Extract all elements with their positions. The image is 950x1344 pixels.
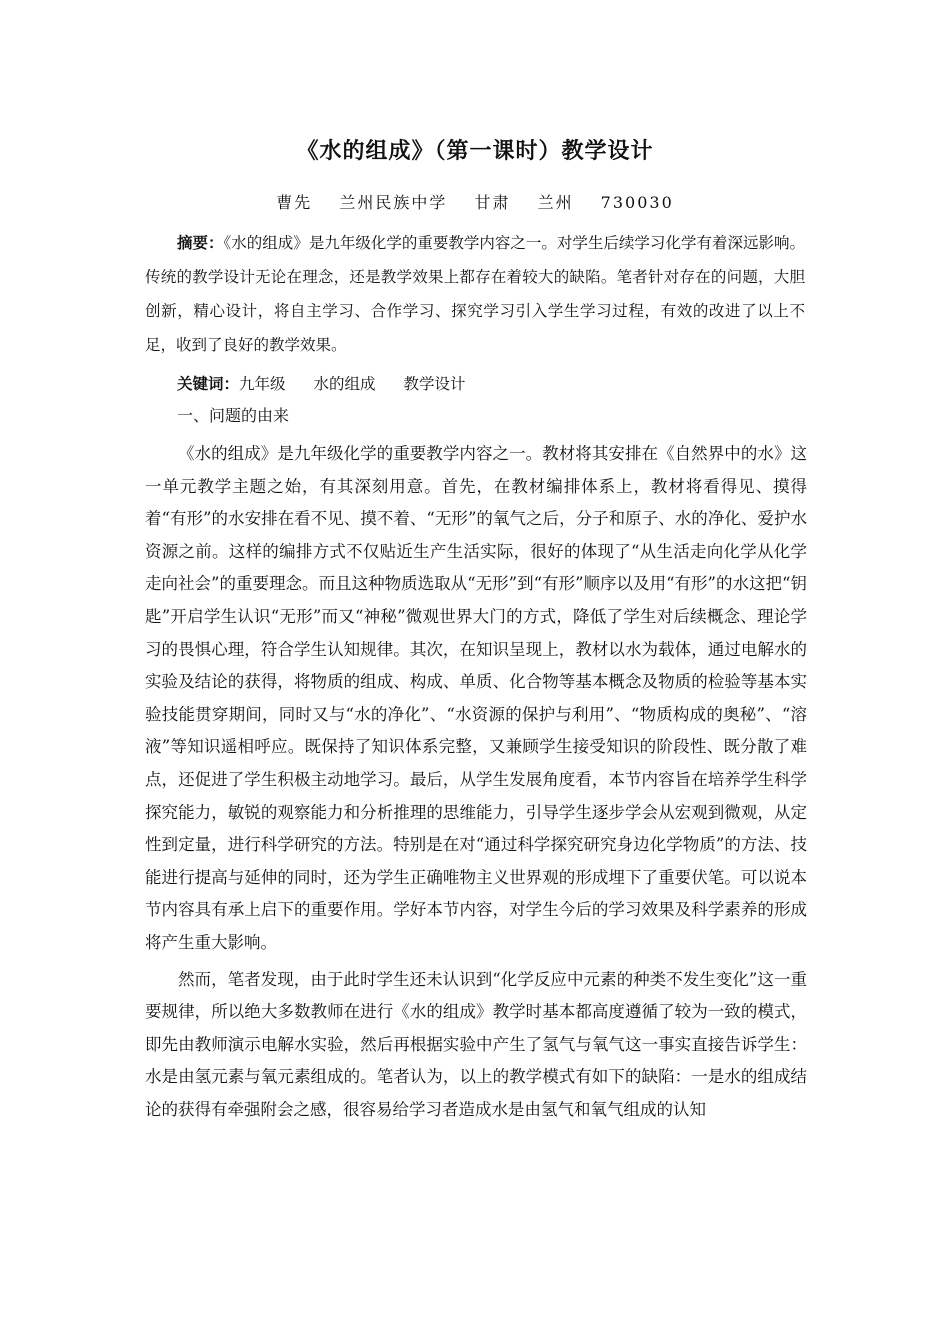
abstract-text: 《水的组成》是九年级化学的重要教学内容之一。对学生后续学习化学有着深远影响。传统的教学设计无论在理念，还是教学效果上都存在着较大的缺陷。笔者针对存在的问题，大胆创新，精心设计，将自主学习、合作学习、探究学习引入学生学习过程，有效的改进了以上不足，收到了良好的教学效果。 [145,234,805,354]
author-line [0,190,950,213]
page-title: 《水的组成》（第一课时）教学设计 [296,139,654,164]
abstract-label: 摘要： [177,233,224,252]
author-province: 甘肃 [474,193,511,212]
section-heading: 一、问题的由来 [177,406,290,425]
author-postcode: 730030 [600,193,674,212]
abstract-paragraph [145,226,805,362]
body-paragraph: 《水的组成》是九年级化学的重要教学内容之一。教材将其安排在《自然界中的水》这一单元教学主题之始，有其深刻用意。首先，在教材编排体系上，教材将看得见、摸得着“有形”的水安排在看不见、摸不着、“无形”的氧气之后，分子和原子、水的净化、爱护水资源之前。这样的编排方式不仅贴近生产生活实际，很好的体现了“从生活走向化学从化学走向社会”的重要理念。而且这种物质选取从“无形”到“有形”顺序以及用“有形”的水这把“钥匙”开启学生认识“无形”而又“神秘”微观世界大门的方式，降低了学生对后续概念、理论学习的畏惧心理，符合学生认知规律。其次，在知识呈现上，教材以水为载体，通过电解水的实验及结论的获得，将物质的组成、构成、单质、化合物等基本概念及物质的检验等基本实验技能贯穿期间，同时又与“水的净化”、“水资源的保护与利用”、“物质构成的奥秘”、“溶液”等知识遥相呼应。既保持了知识体系完整，又兼顾学生接受知识的阶段性、既分散了难点，还促进了学生积极主动地学习。最后，从学生发展角度看，本节内容旨在培养学生科学探究能力，敏锐的观察能力和分析推理的思维能力，引导学生逐步学会从宏观到微观，从定性到定量，进行科学研究的方法。特别是在对“通过科学探究研究身边化学物质”的方法、技能进行提高与延伸的同时，还为学生正确唯物主义世界观的形成埋下了重要伏笔。可以说本节内容具有承上启下的重要作用。学好本节内容，对学生今后的学习效果及科学素养的形成将产生重大影响。 [145,444,807,952]
author-name: 曹先 [276,193,313,212]
author-school: 兰州民族中学 [339,193,448,212]
section-body [145,438,807,1126]
keywords-line [177,372,807,396]
author-city: 兰州 [537,193,574,212]
keywords-label: 关键词： [177,374,240,393]
keyword: 九年级 [239,375,286,393]
keyword: 水的组成 [313,375,376,393]
body-paragraph: 然而，笔者发现，由于此时学生还未认识到“化学反应中元素的种类不发生变化”这一重要规律，所以绝大多数教师在进行《水的组成》教学时基本都高度遵循了较为一致的模式，即先由教师演示电解水实验，然后再根据实验中产生了氢气与氧气这一事实直接告诉学生：水是由氢元素与氧元素组成的。笔者认为，以上的教学模式有如下的缺陷：一是水的组成结论的获得有牵强附会之感，很容易给学习者造成水是由氢气和氧气组成的认知 [145,969,807,1119]
keyword: 教学设计 [403,375,466,393]
abstract-block [145,226,805,362]
